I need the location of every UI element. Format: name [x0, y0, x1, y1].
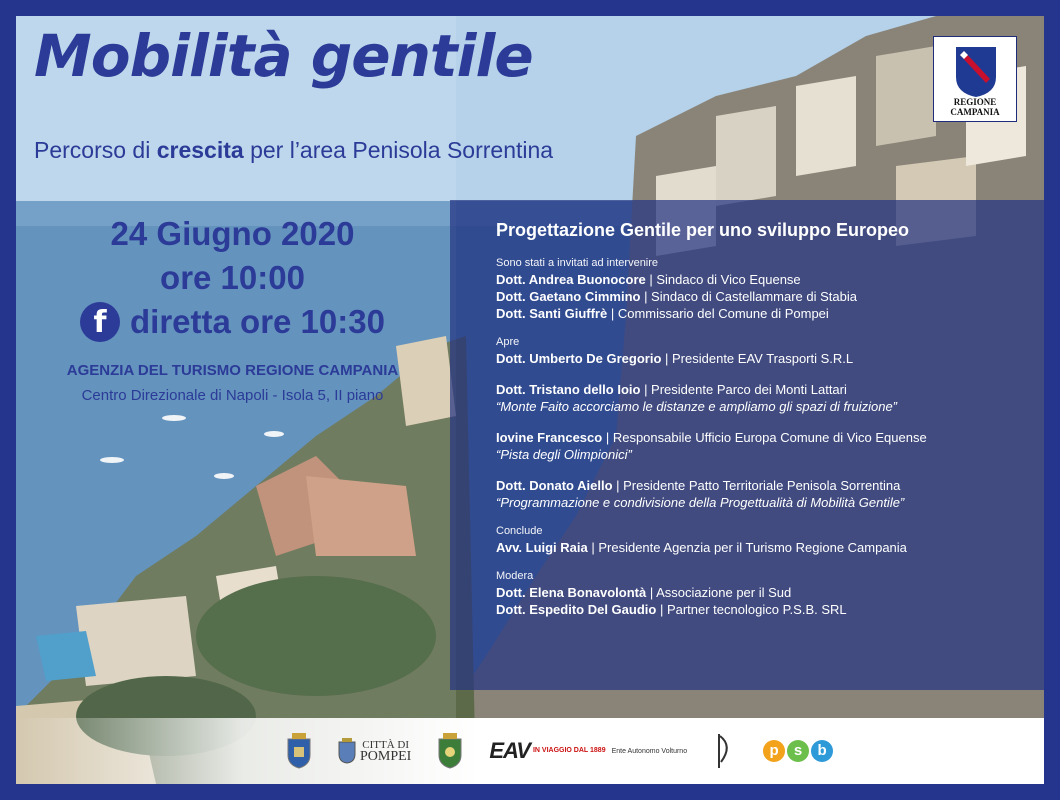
- event-datetime: [30, 212, 435, 344]
- moderates-label: Modera: [496, 570, 534, 582]
- pompei-line1: CITTÀ DI: [362, 739, 410, 751]
- speaker-name: Iovine Francesco: [496, 430, 603, 445]
- venue-address: Centro Direzionale di Napoli - Isola 5, II piano: [81, 387, 384, 404]
- program-panel: [450, 200, 1044, 690]
- speaker-role: | Presidente Parco dei Monti Lattari: [640, 382, 847, 397]
- speaker-row: [496, 271, 1024, 288]
- subtitle-suffix: per l’area Penisola Sorrentina: [243, 137, 554, 163]
- speaker-name: Avv. Luigi Raia: [496, 540, 588, 555]
- speaker-row: [496, 584, 1024, 601]
- program-heading: Progettazione Gentile per uno sviluppo Europeo: [496, 220, 910, 240]
- speaker-row: [496, 381, 1024, 398]
- regione-campania-shield-icon: [952, 43, 1000, 99]
- speaker-name: Dott. Elena Bonavolontà: [496, 585, 647, 600]
- speaker-role: | Presidente Agenzia per il Turismo Regione Campania: [587, 540, 907, 555]
- live-stream-time: diretta ore 10:30: [130, 303, 385, 340]
- speaker-role: | Associazione per il Sud: [646, 585, 792, 600]
- event-time: ore 10:00: [160, 259, 305, 296]
- facebook-icon: f: [80, 302, 120, 342]
- talk-title: “Pista degli Olimpionici”: [496, 447, 632, 462]
- live-stream-row: [30, 300, 435, 344]
- poster-subtitle: [34, 137, 553, 164]
- opens-label: Apre: [496, 336, 520, 348]
- speaker-role: | Commissario del Comune di Pompei: [607, 306, 829, 321]
- regione-campania-text: REGIONE CAMPANIA: [950, 97, 1000, 117]
- partner-logos-bar: [16, 718, 1044, 784]
- pompei-line2: POMPEI: [360, 749, 412, 764]
- speaker-role: | Presidente EAV Trasporti S.R.L: [661, 351, 854, 366]
- venue-name: AGENZIA DEL TURISMO REGIONE CAMPANIA: [66, 362, 399, 379]
- speaker-name: Dott. Donato Aiello: [496, 478, 613, 493]
- speaker-role: | Presidente Patto Territoriale Penisola Sorrentina: [612, 478, 901, 493]
- psb-letter-s: s: [787, 740, 809, 762]
- speaker-name: Dott. Santi Giuffrè: [496, 306, 608, 321]
- speaker-row: [496, 477, 1024, 494]
- talk-title: “Programmazione e condivisione della Progettualità di Mobilità Gentile”: [496, 495, 905, 510]
- speaker-role: | Sindaco di Vico Equense: [645, 272, 801, 287]
- speaker-role: | Sindaco di Castellammare di Stabia: [640, 289, 857, 304]
- invited-label: Sono stati a invitati ad intervenire: [496, 257, 659, 269]
- sail-logo-icon: [713, 731, 737, 771]
- pompei-crest-icon: [338, 738, 356, 764]
- psb-letter-b: b: [811, 740, 833, 762]
- speaker-row: [496, 539, 1024, 556]
- speaker-name: Dott. Gaetano Cimmino: [496, 289, 641, 304]
- regione-campania-logo: [933, 36, 1017, 122]
- event-date: 24 Giugno 2020: [110, 215, 355, 252]
- speaker-row: [496, 350, 1024, 367]
- poster-title: Mobilità gentile: [34, 22, 533, 90]
- speaker-name: Dott. Andrea Buonocore: [496, 272, 646, 287]
- speaker-name: Dott. Espedito Del Gaudio: [496, 602, 657, 617]
- eav-ente: Ente Autonomo Volturno: [611, 747, 688, 755]
- subtitle-prefix: Percorso di: [34, 137, 157, 163]
- psb-logo: [763, 731, 833, 771]
- partner-logos: [286, 730, 833, 772]
- subtitle-emphasis: crescita: [156, 137, 244, 163]
- speaker-row: [496, 601, 1024, 618]
- eav-mark: EAV: [489, 738, 530, 763]
- psb-letter-p: p: [763, 740, 785, 762]
- speaker-row: [496, 305, 1024, 322]
- speaker-name: Dott. Umberto De Gregorio: [496, 351, 662, 366]
- speaker-row: [496, 429, 1024, 446]
- eav-tagline: IN VIAGGIO DAL 1889: [532, 747, 606, 754]
- talk-title: “Monte Faito accorciamo le distanze e ampliamo gli spazi di fruizione”: [496, 399, 898, 414]
- speaker-name: Dott. Tristano dello Ioio: [496, 382, 641, 397]
- citta-di-pompei-logo: [338, 731, 411, 771]
- castellammare-crest-icon: [437, 731, 463, 771]
- concludes-label: Conclude: [496, 525, 543, 537]
- speaker-role: | Responsabile Ufficio Europa Comune di Vico Equense: [602, 430, 927, 445]
- vico-equense-crest-icon: [286, 731, 312, 771]
- speaker-role: | Partner tecnologico P.S.B. SRL: [656, 602, 847, 617]
- speaker-row: [496, 288, 1024, 305]
- eav-logo: [489, 731, 687, 771]
